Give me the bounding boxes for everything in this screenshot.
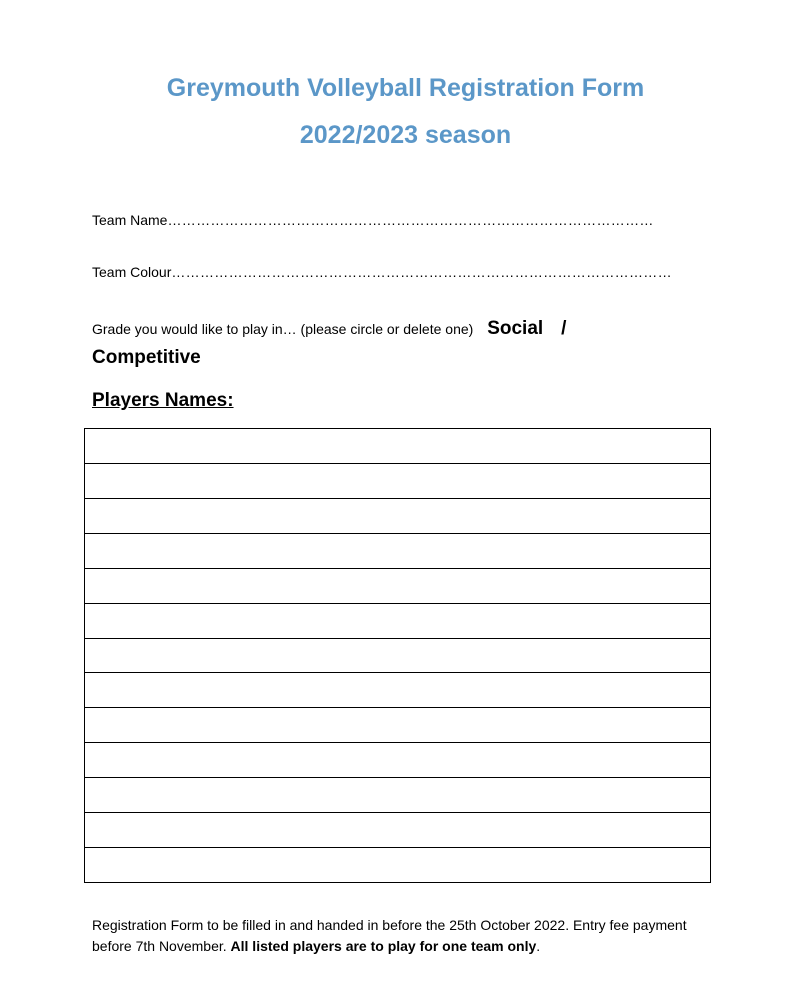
team-colour-label: Team Colour — [92, 264, 172, 280]
players-heading: Players Names: — [92, 390, 234, 411]
team-colour-dotted-line[interactable]: …………………………………………………………………………………………… — [171, 264, 672, 280]
player-name-cell[interactable] — [85, 638, 711, 673]
player-row — [85, 743, 711, 778]
player-row — [85, 429, 711, 464]
player-row — [85, 813, 711, 848]
player-name-cell[interactable] — [85, 568, 711, 603]
player-name-cell[interactable] — [85, 848, 711, 883]
player-name-cell[interactable] — [85, 743, 711, 778]
player-row — [85, 708, 711, 743]
season-title: 2022/2023 season — [299, 121, 512, 149]
player-row — [85, 848, 711, 883]
player-name-cell[interactable] — [85, 813, 711, 848]
player-name-cell[interactable] — [85, 498, 711, 533]
player-row — [85, 463, 711, 498]
footer-text: Registration Form to be filled in and handed in before the 25th October 2022. Entry fee payment before 7th November. — [92, 917, 687, 954]
player-row — [85, 568, 711, 603]
footer-bold-text: All listed players are to play for one team only — [230, 938, 537, 954]
footer-end: . — [536, 938, 541, 954]
grade-option-competitive[interactable]: Competitive — [92, 347, 201, 368]
grade-label: Grade you would like to play in… (please circle or delete one) — [92, 321, 474, 337]
grade-question — [92, 318, 566, 340]
player-name-cell[interactable] — [85, 429, 711, 464]
team-name-dotted-line[interactable]: ………………………………………………………………………………………… — [167, 212, 654, 228]
player-row — [85, 673, 711, 708]
grade-option-social[interactable]: Social — [487, 318, 544, 339]
team-colour-field[interactable] — [92, 264, 672, 280]
team-name-label: Team Name — [92, 212, 168, 228]
form-title: Greymouth Volleyball Registration Form — [166, 74, 645, 102]
team-name-field[interactable] — [92, 212, 654, 228]
player-row — [85, 533, 711, 568]
player-name-cell[interactable] — [85, 463, 711, 498]
player-name-cell[interactable] — [85, 603, 711, 638]
players-table — [84, 428, 711, 883]
player-name-cell[interactable] — [85, 673, 711, 708]
player-row — [85, 638, 711, 673]
player-name-cell[interactable] — [85, 533, 711, 568]
player-name-cell[interactable] — [85, 708, 711, 743]
player-row — [85, 498, 711, 533]
player-row — [85, 603, 711, 638]
player-row — [85, 778, 711, 813]
grade-separator: / — [561, 318, 567, 339]
footer-note — [92, 915, 712, 957]
player-name-cell[interactable] — [85, 778, 711, 813]
